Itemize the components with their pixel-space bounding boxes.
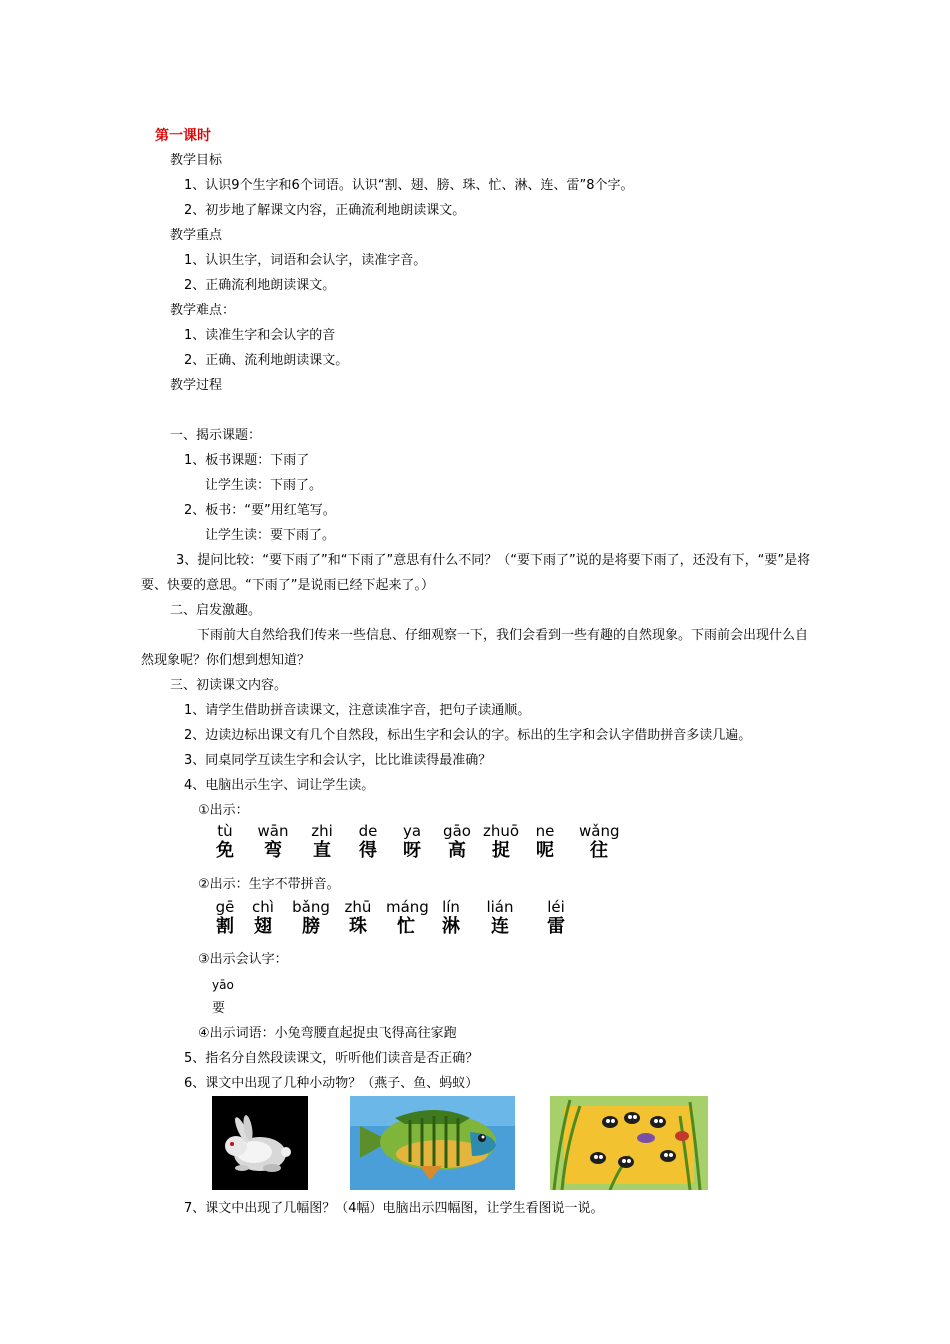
- hanzi-text: 忙: [397, 916, 415, 937]
- hanzi-text: 割: [216, 916, 234, 937]
- pinyin-text: de: [358, 822, 378, 840]
- pinyin-char: [536, 898, 576, 938]
- pinyin-char: [205, 822, 245, 862]
- hanzi-text: 免: [216, 840, 234, 861]
- hanzi-text: 弯: [264, 840, 282, 861]
- pinyin-text: wān: [257, 822, 289, 840]
- pinyin-char: [291, 898, 331, 938]
- yao-hanzi: 要: [212, 1001, 226, 1016]
- section3-line: 1、请学生借助拼音读课文，注意读准字音，把句子读通顺。: [184, 703, 531, 718]
- key-heading: 教学重点: [170, 228, 223, 243]
- section3-line: 3、同桌同学互读生字和会认字，比比谁读得最准确？: [184, 753, 492, 768]
- pinyin-text: tù: [217, 822, 233, 840]
- section1-line: 2、板书：“要”用红笔写。: [184, 503, 336, 518]
- section2-heading: 二、启发激趣。: [170, 603, 262, 618]
- pinyin-text: gē: [215, 898, 235, 916]
- pinyin-char: [386, 898, 429, 938]
- pinyin-text: lín: [442, 898, 460, 916]
- hanzi-text: 连: [491, 916, 509, 937]
- rabbit-icon: [212, 1096, 308, 1190]
- key-item: 1、认识生字，词语和会认字，读准字音。: [184, 253, 427, 268]
- show3-label: ③出示会认字：: [198, 952, 288, 967]
- hanzi-text: 直: [313, 840, 331, 861]
- pinyin-char: [525, 822, 565, 862]
- pinyin-text: gāo: [443, 822, 471, 840]
- hanzi-text: 珠: [349, 916, 367, 937]
- show2-label: ②出示：生字不带拼音。: [198, 877, 340, 892]
- pinyin-text: zhū: [344, 898, 372, 916]
- pinyin-text: wǎng: [579, 822, 620, 840]
- pinyin-char: [243, 898, 283, 938]
- section1-heading: 一、揭示课题：: [170, 428, 262, 443]
- section3-line: 7、课文中出现了几幅图？（4幅）电脑出示四幅图，让学生看图说一说。: [184, 1201, 604, 1216]
- show4-label: ④出示词语：小兔弯腰直起捉虫飞得高往家跑: [198, 1026, 457, 1041]
- section1-line: 让学生读：要下雨了。: [205, 528, 336, 543]
- pinyin-char: [579, 822, 619, 862]
- goal-item: 1、认识9个生字和6个词语。认识“割、翅、膀、珠、忙、淋、连、雷”8个字。: [184, 178, 634, 193]
- yao-pinyin: yāo: [212, 978, 234, 992]
- difficulty-item: 1、读准生字和会认字的音: [184, 328, 336, 343]
- hanzi-text: 雷: [547, 916, 565, 937]
- goal-item: 2、初步地了解课文内容，正确流利地朗读课文。: [184, 203, 466, 218]
- ants-icon: [550, 1096, 708, 1190]
- goals-heading: 教学目标: [170, 153, 223, 168]
- section1-paragraph: 3、提问比较：“要下雨了”和“下雨了”意思有什么不同？（“要下雨了”说的是将要下雨了，还没有下，“要”是将要、快要的意思。“下雨了”是说雨已经下起来了。）: [141, 553, 811, 593]
- hanzi-text: 呢: [536, 840, 554, 861]
- pinyin-char: [480, 898, 520, 938]
- lesson-title: 第一课时: [155, 128, 211, 144]
- hanzi-text: 膀: [302, 916, 320, 937]
- process-heading: 教学过程: [170, 378, 223, 393]
- pinyin-char: [205, 898, 245, 938]
- pinyin-text: ne: [535, 822, 555, 840]
- pinyin-char: [302, 822, 342, 862]
- rabbit-image: [212, 1096, 308, 1190]
- section3-heading: 三、初读课文内容。: [170, 678, 288, 693]
- hanzi-text: 高: [448, 840, 466, 861]
- difficulty-item: 2、正确、流利地朗读课文。: [184, 353, 349, 368]
- section3-line: 2、边读边标出课文有几个自然段，标出生字和会认的字。标出的生字和会认字借助拼音多读几遍。: [184, 728, 752, 743]
- hanzi-text: 捉: [492, 840, 510, 861]
- pinyin-char: [437, 822, 477, 862]
- section3-line: 5、指名分自然段读课文，听听他们读音是否正确？: [184, 1051, 479, 1066]
- hanzi-text: 呀: [403, 840, 421, 861]
- section3-line: 6、课文中出现了几种小动物？（燕子、鱼、蚂蚁）: [184, 1076, 479, 1091]
- pinyin-char: [338, 898, 378, 938]
- pinyin-text: máng: [386, 898, 429, 916]
- hanzi-text: 得: [359, 840, 377, 861]
- hanzi-text: 淋: [442, 916, 460, 937]
- section3-line: 4、电脑出示生字、词让学生读。: [184, 778, 375, 793]
- pinyin-char: [431, 898, 471, 938]
- section1-line: 让学生读：下雨了。: [205, 478, 323, 493]
- fish-image: [350, 1096, 515, 1190]
- pinyin-text: lián: [486, 898, 514, 916]
- difficulty-heading: 教学难点：: [170, 303, 236, 318]
- pinyin-text: bǎng: [292, 898, 330, 916]
- pinyin-char: [481, 822, 521, 862]
- pinyin-char: [253, 822, 293, 862]
- hanzi-text: 往: [590, 840, 608, 861]
- fish-icon: [350, 1096, 515, 1190]
- key-item: 2、正确流利地朗读课文。: [184, 278, 336, 293]
- pinyin-text: ya: [402, 822, 422, 840]
- section1-line: 1、板书课题：下雨了: [184, 453, 310, 468]
- ants-image: [550, 1096, 708, 1190]
- hanzi-text: 翅: [254, 916, 272, 937]
- pinyin-char: [392, 822, 432, 862]
- pinyin-text: léi: [547, 898, 565, 916]
- pinyin-text: zhi: [311, 822, 333, 840]
- pinyin-text: chì: [252, 898, 274, 916]
- section2-paragraph: 下雨前大自然给我们传来一些信息、仔细观察一下，我们会看到一些有趣的自然现象。下雨前会出现什么自然现象呢？你们想到想知道？: [141, 628, 809, 668]
- show1-label: ①出示：: [198, 803, 249, 818]
- pinyin-text: zhuō: [482, 822, 520, 840]
- pinyin-char: [348, 822, 388, 862]
